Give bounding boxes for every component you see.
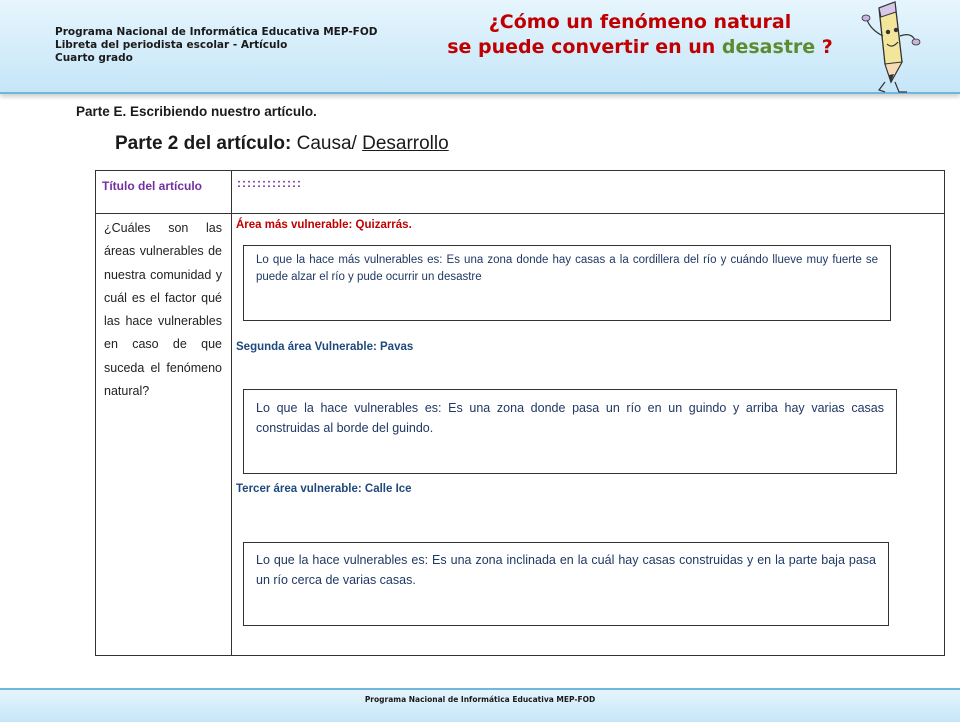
title-line-2-text: se puede convertir en un	[447, 36, 722, 58]
page-title	[440, 10, 840, 60]
title-question-mark: ?	[815, 36, 833, 58]
title-line-1: ¿Cómo un fenómeno natural	[488, 11, 792, 33]
area-1-answer: Lo que la hace más vulnerables es: Es una zona donde hay casas a la cordillera del río y cuándo llueve muy fuerte se puede alzar el río y pude ocurrir un desastre	[256, 254, 878, 283]
title-label: Título del artículo	[102, 179, 203, 193]
table-row-divider	[96, 213, 944, 214]
table-column-divider	[231, 171, 232, 655]
article-table	[95, 170, 945, 656]
notebook-name: Libreta del periodista escolar - Artículo	[55, 39, 288, 51]
area-1-answer-box[interactable]	[243, 245, 891, 321]
section-heading: Parte E. Escribiendo nuestro artículo.	[76, 104, 317, 119]
question-text: ¿Cuáles son las áreas vulnerables de nuestra comunidad y cuál es el factor qué las hace vulnerables en caso de que suceda el fenómeno natural?	[104, 221, 222, 399]
area-3-label: Tercer área vulnerable: Calle Ice	[236, 483, 412, 495]
area-3-answer-box[interactable]	[243, 542, 889, 626]
part-heading-plain: Causa/	[291, 133, 363, 154]
grade-level: Cuarto grado	[55, 52, 133, 64]
pencil-mascot-icon	[855, 0, 935, 96]
area-1-label: Área más vulnerable: Quizarrás.	[236, 219, 412, 231]
footer-banner	[0, 688, 960, 722]
part-heading-underlined: Desarrollo	[362, 133, 449, 154]
header-banner	[0, 0, 960, 94]
part-heading	[115, 133, 449, 155]
program-name: Programa Nacional de Informática Educativa MEP-FOD	[55, 26, 378, 38]
area-2-label: Segunda área Vulnerable: Pavas	[236, 341, 414, 353]
area-2-answer: Lo que la hace vulnerables es: Es una zona donde pasa un río en un guindo y arriba hay varias casas construidas al borde del guindo.	[256, 401, 884, 435]
title-accent-word: desastre	[721, 36, 816, 58]
area-2-answer-box[interactable]	[243, 389, 897, 474]
program-info	[55, 26, 378, 65]
area-3-answer: Lo que la hace vulnerables es: Es una zona inclinada en la cuál hay casas construidas y en la parte baja pasa un río cerca de varias casas.	[256, 553, 876, 587]
footer-text: Programa Nacional de Informática Educativa MEP-FOD	[364, 695, 596, 704]
title-value[interactable]: :::::::::::::	[237, 176, 302, 190]
part-heading-bold: Parte 2 del artículo:	[115, 133, 292, 154]
title-line-2	[440, 35, 840, 60]
